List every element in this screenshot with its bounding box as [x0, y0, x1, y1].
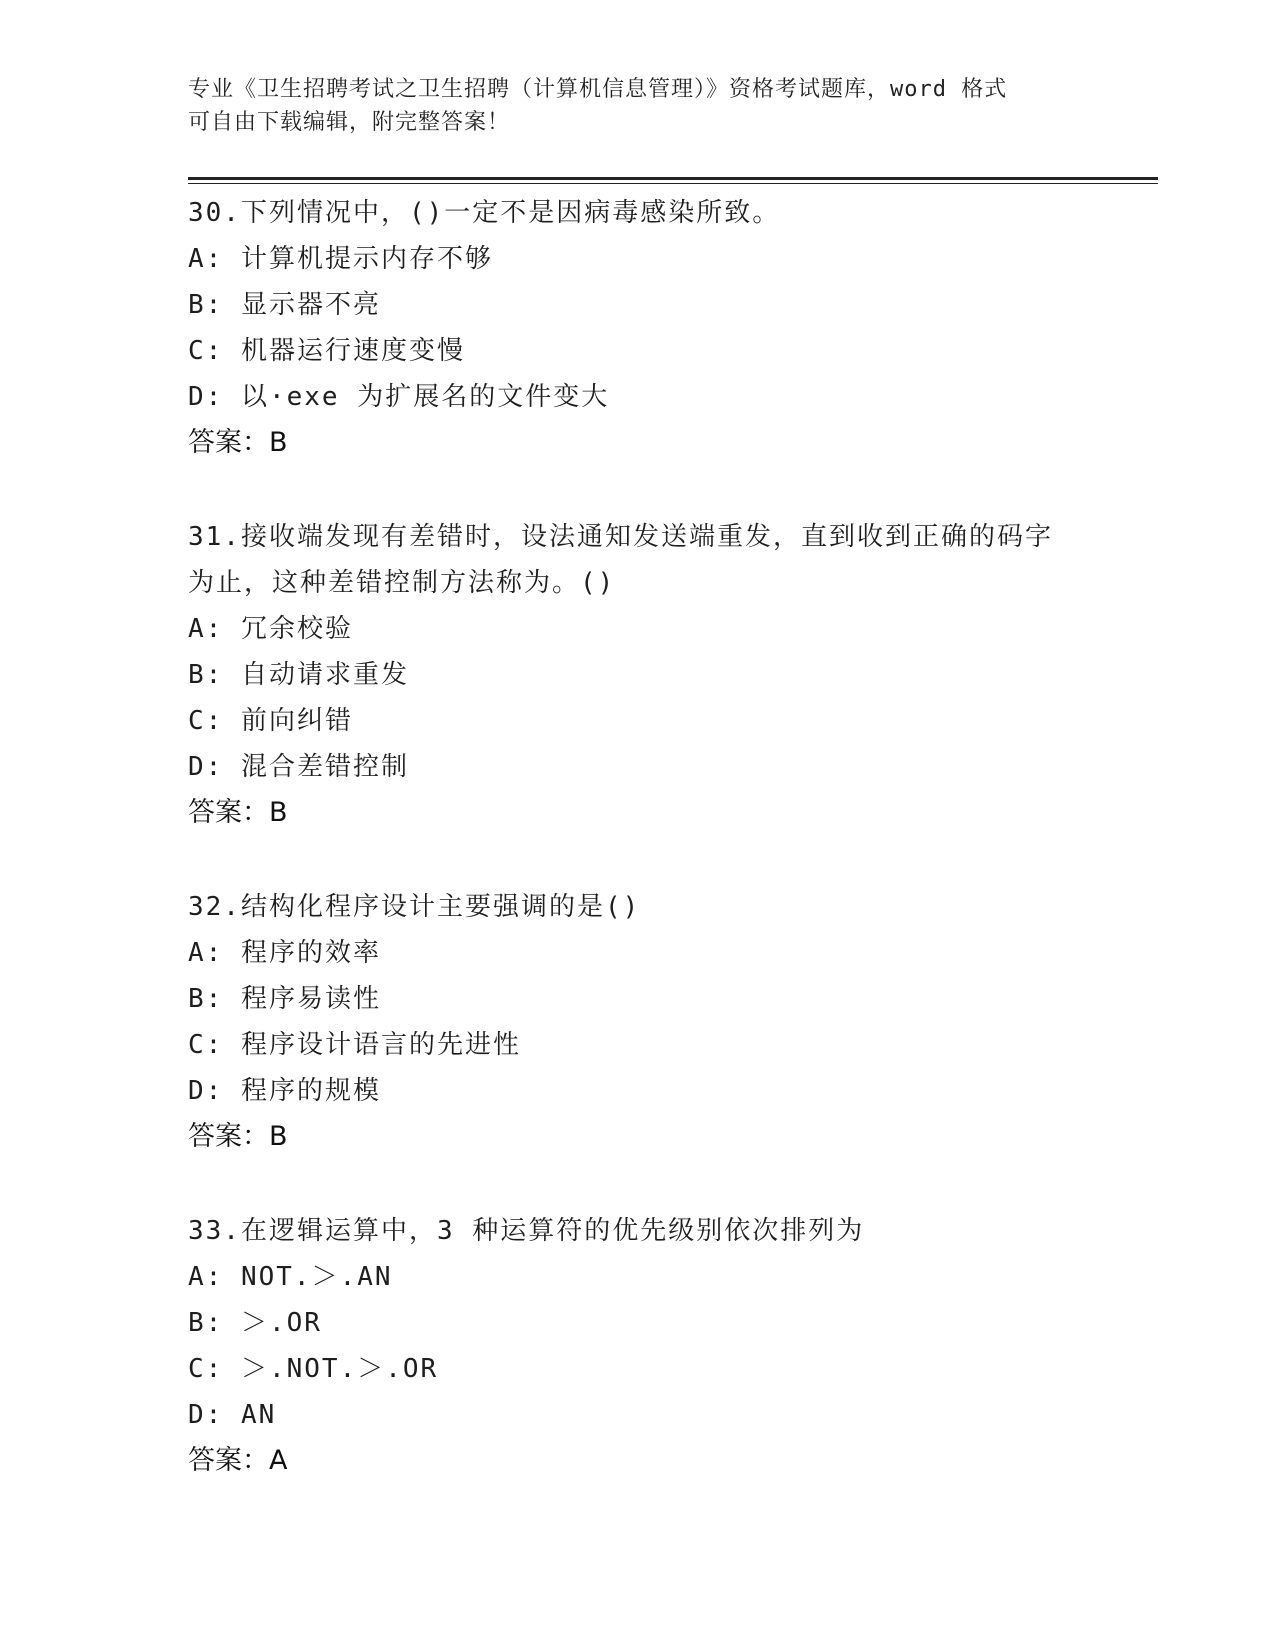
- option-c: C: 程序设计语言的先进性: [188, 1030, 521, 1060]
- question-stem: 33.在逻辑运算中，3 种运算符的优先级别依次排列为: [188, 1216, 865, 1246]
- option-b: B: 自动请求重发: [188, 660, 409, 690]
- question-stem: 32.结构化程序设计主要强调的是(): [188, 892, 641, 922]
- answer-line: 答案：B: [188, 797, 288, 828]
- option-b: B: 显示器不亮: [188, 290, 381, 320]
- option-a: A: 计算机提示内存不够: [188, 244, 493, 274]
- option-d: D: 程序的规模: [188, 1076, 381, 1106]
- question-32: [188, 884, 1088, 1160]
- option-a: A: NOT.＞.AN: [188, 1262, 393, 1292]
- question-31: [188, 514, 1088, 836]
- question-list: [188, 190, 1088, 1532]
- header-divider-thin: [188, 183, 1158, 184]
- header-line-2: 可自由下载编辑，附完整答案！: [188, 110, 511, 135]
- answer-line: 答案：A: [188, 1445, 288, 1476]
- option-a: A: 程序的效率: [188, 938, 381, 968]
- document-header: [188, 73, 1088, 139]
- option-a: A: 冗余校验: [188, 614, 353, 644]
- answer-line: 答案：B: [188, 427, 288, 458]
- header-line-1: 专业《卫生招聘考试之卫生招聘（计算机信息管理）》资格考试题库，word 格式: [188, 77, 1008, 102]
- option-b: B: 程序易读性: [188, 984, 381, 1014]
- option-c: C: ＞.NOT.＞.OR: [188, 1354, 439, 1384]
- option-c: C: 机器运行速度变慢: [188, 336, 465, 366]
- question-stem: 31.接收端发现有差错时，设法通知发送端重发，直到收到正确的码字: [188, 522, 1053, 552]
- option-d: D: 以·exe 为扩展名的文件变大: [188, 382, 610, 412]
- question-33: [188, 1208, 1088, 1484]
- option-b: B: ＞.OR: [188, 1308, 322, 1338]
- answer-line: 答案：B: [188, 1121, 288, 1152]
- header-divider-thick: [188, 177, 1158, 180]
- question-stem-continued: 为止，这种差错控制方法称为。(): [188, 568, 616, 598]
- option-c: C: 前向纠错: [188, 706, 353, 736]
- question-30: [188, 190, 1088, 466]
- question-stem: 30.下列情况中，()一定不是因病毒感染所致。: [188, 198, 781, 228]
- option-d: D: 混合差错控制: [188, 752, 409, 782]
- option-d: D: AN: [188, 1400, 277, 1430]
